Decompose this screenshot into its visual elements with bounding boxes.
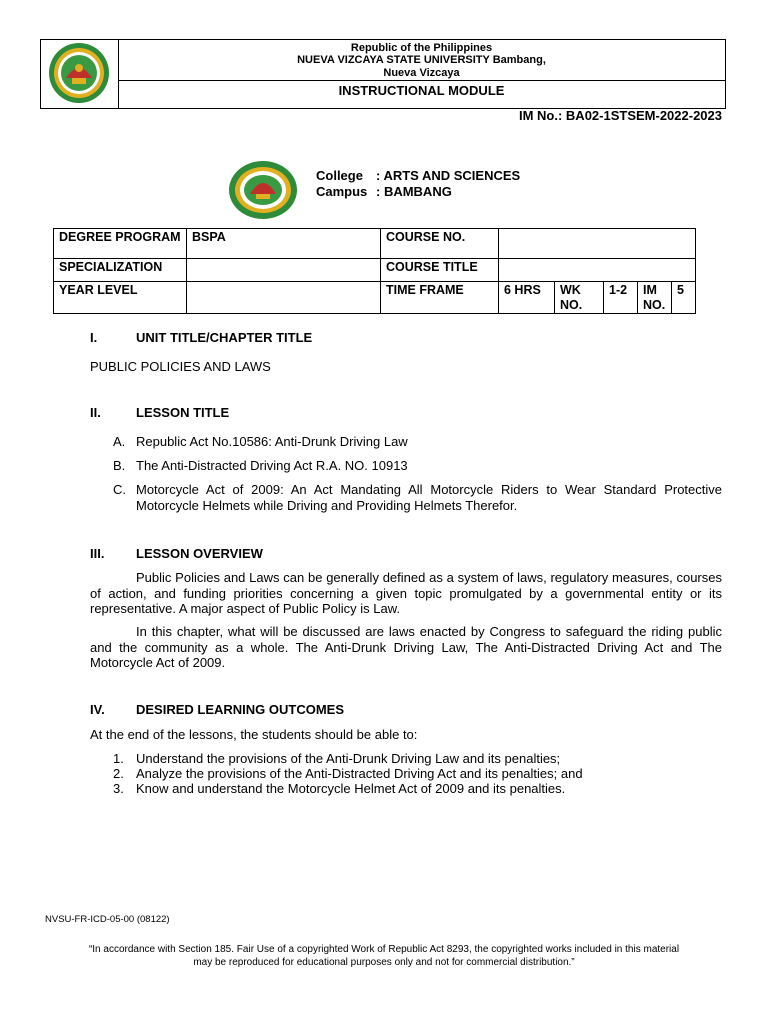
header-logo-cell xyxy=(41,40,119,108)
section-2-title: LESSON TITLE xyxy=(136,405,230,420)
specialization-label: SPECIALIZATION xyxy=(54,259,187,282)
course-info-table xyxy=(53,228,696,314)
time-frame-label: TIME FRAME xyxy=(381,282,499,314)
course-title-label: COURSE TITLE xyxy=(381,259,499,282)
section-2-number: II. xyxy=(90,405,101,420)
lesson-item-marker: A. xyxy=(113,434,126,449)
section-2-heading xyxy=(90,405,229,420)
lesson-item-text: The Anti-Distracted Driving Act R.A. NO. 10913 xyxy=(136,458,408,473)
overview-paragraph-1: Public Policies and Laws can be generally defined as a system of laws, regulatory measures, courses of action, and funding priorities concerning a given topic promulgated by a governmental entity or its representative. A major aspect of Public Policy is Law. xyxy=(90,570,722,616)
section-4-title: DESIRED LEARNING OUTCOMES xyxy=(136,702,345,717)
specialization-value xyxy=(187,259,381,282)
section-1-title: UNIT TITLE/CHAPTER TITLE xyxy=(136,330,313,345)
lesson-item xyxy=(113,482,722,513)
section-3-number: III. xyxy=(90,546,105,561)
lesson-item xyxy=(113,434,722,450)
degree-label: DEGREE PROGRAM xyxy=(54,229,187,259)
section-1-heading xyxy=(90,330,312,345)
section-3-title: LESSON OVERVIEW xyxy=(136,546,263,561)
college-label: College xyxy=(316,168,363,183)
im-no-label: IM NO. xyxy=(638,282,672,314)
time-frame-value: 6 HRS xyxy=(499,282,555,314)
outcome-item xyxy=(113,766,722,782)
college-info xyxy=(316,168,520,200)
year-level-value xyxy=(187,282,381,314)
section-3-heading xyxy=(90,546,263,561)
course-no-label: COURSE NO. xyxy=(381,229,499,259)
unit-title-text: PUBLIC POLICIES AND LAWS xyxy=(90,359,271,374)
wk-no-value: 1-2 xyxy=(604,282,638,314)
lesson-item-marker: B. xyxy=(113,458,126,473)
section-4-number: IV. xyxy=(90,702,105,717)
lesson-item-marker: C. xyxy=(113,482,126,497)
outcome-item-text: Know and understand the Motorcycle Helmet Act of 2009 and its penalties. xyxy=(136,781,566,796)
section-1-number: I. xyxy=(90,330,98,345)
outcomes-intro: At the end of the lessons, the students should be able to: xyxy=(90,727,418,742)
header-republic: Republic of the Philippines xyxy=(350,42,493,54)
header-province: Nueva Vizcaya xyxy=(383,67,460,79)
outcome-item xyxy=(113,781,722,797)
form-code: NVSU-FR-ICD-05-00 (08122) xyxy=(45,914,170,925)
outcome-item-marker: 2. xyxy=(113,766,124,781)
college-seal-icon xyxy=(228,160,298,220)
copyright-note xyxy=(40,943,728,969)
section-4-heading xyxy=(90,702,344,717)
copyright-note-line-2: may be reproduced for educational purposes only and not for commercial distribution.” xyxy=(193,957,575,968)
lesson-item-text: Motorcycle Act of 2009: An Act Mandating All Motorcycle Riders to Wear Standard Protective Motorcycle Helmets while Driving and Providing Helmets Therefor. xyxy=(136,482,722,513)
header-box xyxy=(40,39,726,109)
year-level-label: YEAR LEVEL xyxy=(54,282,187,314)
wk-no-label: WK NO. xyxy=(555,282,604,314)
outcome-item-text: Understand the provisions of the Anti-Drunk Driving Law and its penalties; xyxy=(136,751,561,766)
header-university: NUEVA VIZCAYA STATE UNIVERSITY Bambang, xyxy=(297,54,546,66)
im-no-value: 5 xyxy=(672,282,696,314)
outcome-item-marker: 3. xyxy=(113,781,124,796)
university-seal-icon xyxy=(48,42,110,104)
outcome-item xyxy=(113,751,722,767)
college-value: : ARTS AND SCIENCES xyxy=(376,168,521,183)
lesson-item xyxy=(113,458,722,474)
outcome-item-marker: 1. xyxy=(113,751,124,766)
copyright-note-line-1: “In accordance with Section 185. Fair Use of a copyrighted Work of Republic Act 8293, the copyrighted works included in this material xyxy=(88,944,680,955)
campus-label: Campus xyxy=(316,184,368,199)
overview-paragraph-2: In this chapter, what will be discussed are laws enacted by Congress to safeguard the riding public and the community as a whole. The Anti-Drunk Driving Law, The Anti-Distracted Driving Act and The Motorcycle Act of 2009. xyxy=(90,624,722,670)
outcome-item-text: Analyze the provisions of the Anti-Distracted Driving Act and its penalties; and xyxy=(136,766,583,781)
course-title-value xyxy=(499,259,696,282)
campus-value: : BAMBANG xyxy=(376,184,452,199)
lesson-item-text: Republic Act No.10586: Anti-Drunk Driving Law xyxy=(136,434,408,449)
header-divider xyxy=(118,80,725,81)
header-module-title: INSTRUCTIONAL MODULE xyxy=(338,83,505,98)
im-number: IM No.: BA02-1STSEM-2022-2023 xyxy=(518,108,722,123)
degree-value: BSPA xyxy=(187,229,381,259)
course-no-value xyxy=(499,229,696,259)
